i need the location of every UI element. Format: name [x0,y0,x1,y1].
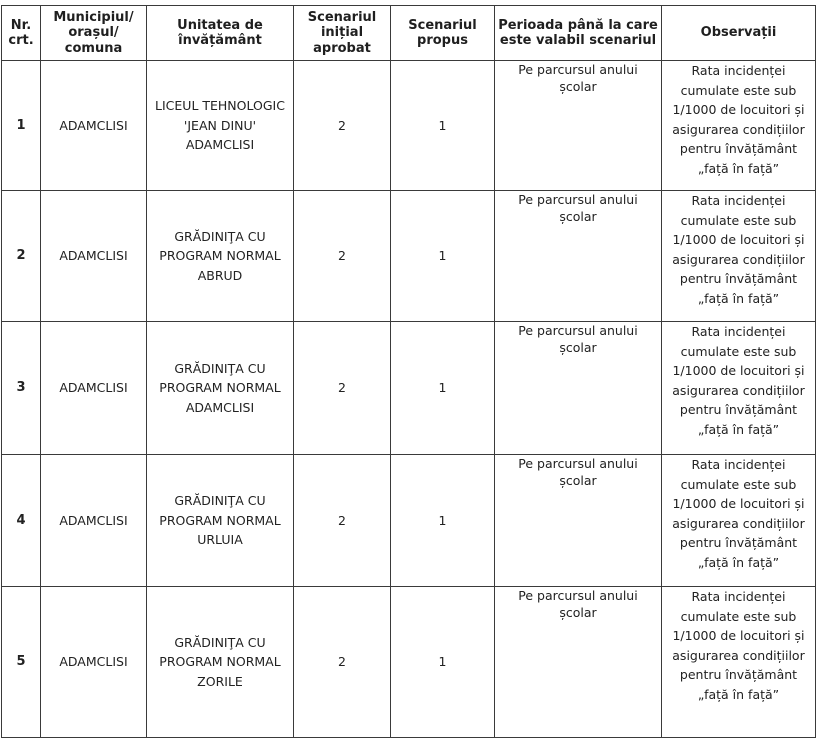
header-period: Perioada până la care este valabil scenariul [495,6,662,61]
cell-proposed-scenario: 1 [391,455,495,587]
cell-locality: ADAMCLISI [41,587,147,738]
header-observations: Observații [662,6,816,61]
cell-period: Pe parcursul anului școlar [495,322,662,455]
cell-observations: Rata incidenței cumulate este sub 1/1000 de locuitori și asigurarea condițiilor pentru învățământ „față în față” [662,455,816,587]
cell-observations: Rata incidenței cumulate este sub 1/1000 de locuitori și asigurarea condițiilor pentru învățământ „față în față” [662,587,816,738]
cell-initial-scenario: 2 [294,191,391,322]
table-row [2,191,816,322]
cell-locality: ADAMCLISI [41,322,147,455]
header-row [2,6,816,61]
header-initial-scenario: Scenariul inițial aprobat [294,6,391,61]
cell-period: Pe parcursul anului școlar [495,455,662,587]
cell-period: Pe parcursul anului școlar [495,587,662,738]
scenario-table [1,5,816,738]
cell-observations: Rata incidenței cumulate este sub 1/1000 de locuitori și asigurarea condițiilor pentru învățământ „față în față” [662,191,816,322]
table-row [2,322,816,455]
cell-unit: GRĂDINIŢA CU PROGRAM NORMAL URLUIA [147,455,294,587]
cell-locality: ADAMCLISI [41,455,147,587]
header-unit: Unitatea de învățământ [147,6,294,61]
header-nr: Nr. crt. [2,6,41,61]
cell-initial-scenario: 2 [294,587,391,738]
cell-unit: GRĂDINIŢA CU PROGRAM NORMAL ADAMCLISI [147,322,294,455]
table-row [2,455,816,587]
cell-locality: ADAMCLISI [41,191,147,322]
cell-unit: GRĂDINIŢA CU PROGRAM NORMAL ABRUD [147,191,294,322]
cell-observations: Rata incidenței cumulate este sub 1/1000 de locuitori și asigurarea condițiilor pentru învățământ „față în față” [662,61,816,191]
cell-initial-scenario: 2 [294,455,391,587]
table-row [2,587,816,738]
table-row [2,61,816,191]
cell-nr: 4 [2,455,41,587]
cell-nr: 2 [2,191,41,322]
cell-observations: Rata incidenței cumulate este sub 1/1000 de locuitori și asigurarea condițiilor pentru învățământ „față în față” [662,322,816,455]
cell-nr: 5 [2,587,41,738]
cell-locality: ADAMCLISI [41,61,147,191]
cell-period: Pe parcursul anului școlar [495,61,662,191]
cell-unit: GRĂDINIŢA CU PROGRAM NORMAL ZORILE [147,587,294,738]
cell-unit: LICEUL TEHNOLOGIC 'JEAN DINU' ADAMCLISI [147,61,294,191]
cell-initial-scenario: 2 [294,322,391,455]
header-proposed-scenario: Scenariul propus [391,6,495,61]
cell-proposed-scenario: 1 [391,191,495,322]
cell-proposed-scenario: 1 [391,322,495,455]
header-locality: Municipiul/ orașul/ comuna [41,6,147,61]
cell-proposed-scenario: 1 [391,587,495,738]
cell-period: Pe parcursul anului școlar [495,191,662,322]
cell-nr: 3 [2,322,41,455]
cell-nr: 1 [2,61,41,191]
cell-initial-scenario: 2 [294,61,391,191]
cell-proposed-scenario: 1 [391,61,495,191]
